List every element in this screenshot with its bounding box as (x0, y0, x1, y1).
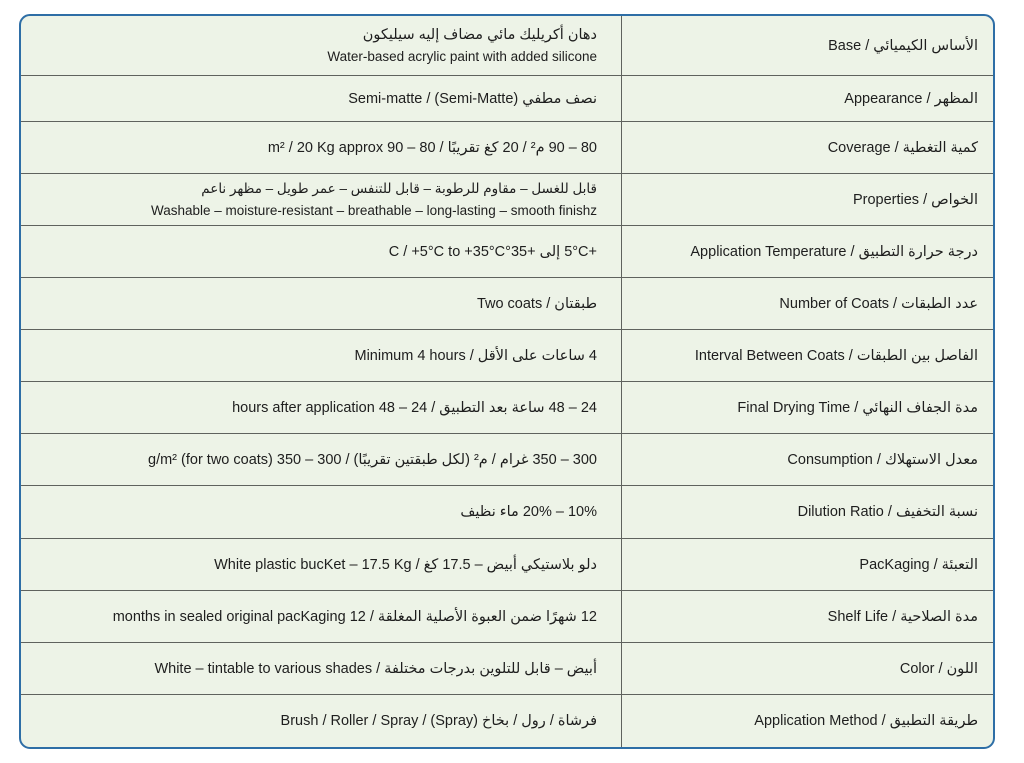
label-text: التعبئة / PacKaging (859, 556, 978, 573)
label-text: مدة الصلاحية / Shelf Life (827, 608, 978, 625)
value-text: 80 – 90 م² / 20 كغ تقريبًا / 80 – 90 m² / 20 Kg approx (267, 139, 597, 156)
value-cell (21, 226, 622, 277)
value-text: 300 – 350 غرام / م² (لكل طبقتين تقريبًا) / 300 – 350 g/m² (for two coats) (148, 451, 597, 468)
label-text: الخواص / Properties (852, 191, 978, 208)
table-row-number-of-coats (21, 278, 993, 330)
label-cell (622, 76, 993, 121)
value-text: 24 – 48 ساعة بعد التطبيق / 24 – 48 hours after application (232, 399, 597, 416)
label-cell (622, 16, 993, 75)
table-row-coverage (21, 122, 993, 174)
table-row-color (21, 643, 993, 695)
label-text: درجة حرارة التطبيق / Application Temperature (690, 243, 978, 260)
value-cell (21, 174, 622, 225)
table-row-packaging (21, 539, 993, 591)
label-cell (622, 434, 993, 485)
value-text: +5°C إلى +35°C / +5°C to +35°C (388, 243, 597, 260)
value-cell (21, 591, 622, 642)
value-cell (21, 330, 622, 381)
table-row-application-method (21, 695, 993, 747)
table-row-application-temperature (21, 226, 993, 278)
value-cell (21, 382, 622, 433)
label-text: نسبة التخفيف / Dilution Ratio (797, 504, 978, 520)
value-cell (21, 486, 622, 538)
label-text: معدل الاستهلاك / Consumption (787, 451, 978, 468)
value-text: 10% – 20% ماء نظيف (460, 504, 597, 520)
value-cell (21, 16, 622, 75)
table-row-shelf-life (21, 591, 993, 643)
value-cell (21, 434, 622, 485)
table-row-properties (21, 174, 993, 226)
value-cell (21, 76, 622, 121)
label-cell (622, 695, 993, 747)
value-text-english: Washable – moisture-resistant – breathable – long-lasting – smooth finishz (151, 202, 597, 218)
label-cell (622, 330, 993, 381)
label-cell (622, 174, 993, 225)
value-cell (21, 539, 622, 590)
value-text: طبقتان / Two coats (476, 295, 597, 312)
label-text: الأساس الكيميائي / Base (828, 37, 978, 54)
label-text: عدد الطبقات / Number of Coats (779, 295, 978, 312)
label-cell (622, 382, 993, 433)
specification-table (19, 14, 995, 749)
value-text: أبيض – قابل للتلوين بدرجات مختلفة / White – tintable to various shades (154, 660, 597, 677)
table-row-dilution-ratio (21, 486, 993, 539)
value-cell (21, 122, 622, 173)
value-text-arabic: دهان أكريليك مائي مضاف إليه سيليكون (362, 26, 597, 43)
label-text: طريقة التطبيق / Application Method (754, 713, 978, 729)
table-row-appearance (21, 76, 993, 122)
label-text: كمية التغطية / Coverage (827, 139, 978, 156)
label-cell (622, 226, 993, 277)
value-text-arabic: قابل للغسل – مقاوم للرطوبة – قابل للتنفس – عمر طويل – مظهر ناعم (201, 180, 597, 196)
label-cell (622, 591, 993, 642)
value-cell (21, 643, 622, 694)
value-text: فرشاة / رول / بخاخ (Spray) / Brush / Roller / Spray (280, 713, 597, 729)
label-text: اللون / Color (899, 660, 978, 677)
value-cell (21, 695, 622, 747)
label-cell (622, 486, 993, 538)
table-row-interval-between-coats (21, 330, 993, 382)
label-cell (622, 122, 993, 173)
value-text: 4 ساعات على الأقل / Minimum 4 hours (354, 347, 597, 364)
label-cell (622, 278, 993, 329)
label-cell (622, 643, 993, 694)
value-text-english: Water-based acrylic paint with added silicone (327, 48, 597, 64)
table-row-consumption (21, 434, 993, 486)
label-text: مدة الجفاف النهائي / Final Drying Time (737, 399, 978, 416)
value-text: دلو بلاستيكي أبيض – 17.5 كغ / White plastic bucKet – 17.5 Kg (214, 556, 597, 573)
table-row-final-drying-time (21, 382, 993, 434)
label-text: المظهر / Appearance (844, 90, 978, 107)
label-cell (622, 539, 993, 590)
label-text: الفاصل بين الطبقات / Interval Between Coats (694, 347, 978, 364)
value-text: نصف مطفي (Semi-Matte) / Semi-matte (348, 90, 597, 107)
table-row-base (21, 16, 993, 76)
value-cell (21, 278, 622, 329)
value-text: 12 شهرًا ضمن العبوة الأصلية المغلقة / 12 months in sealed original pacKaging (112, 608, 597, 625)
